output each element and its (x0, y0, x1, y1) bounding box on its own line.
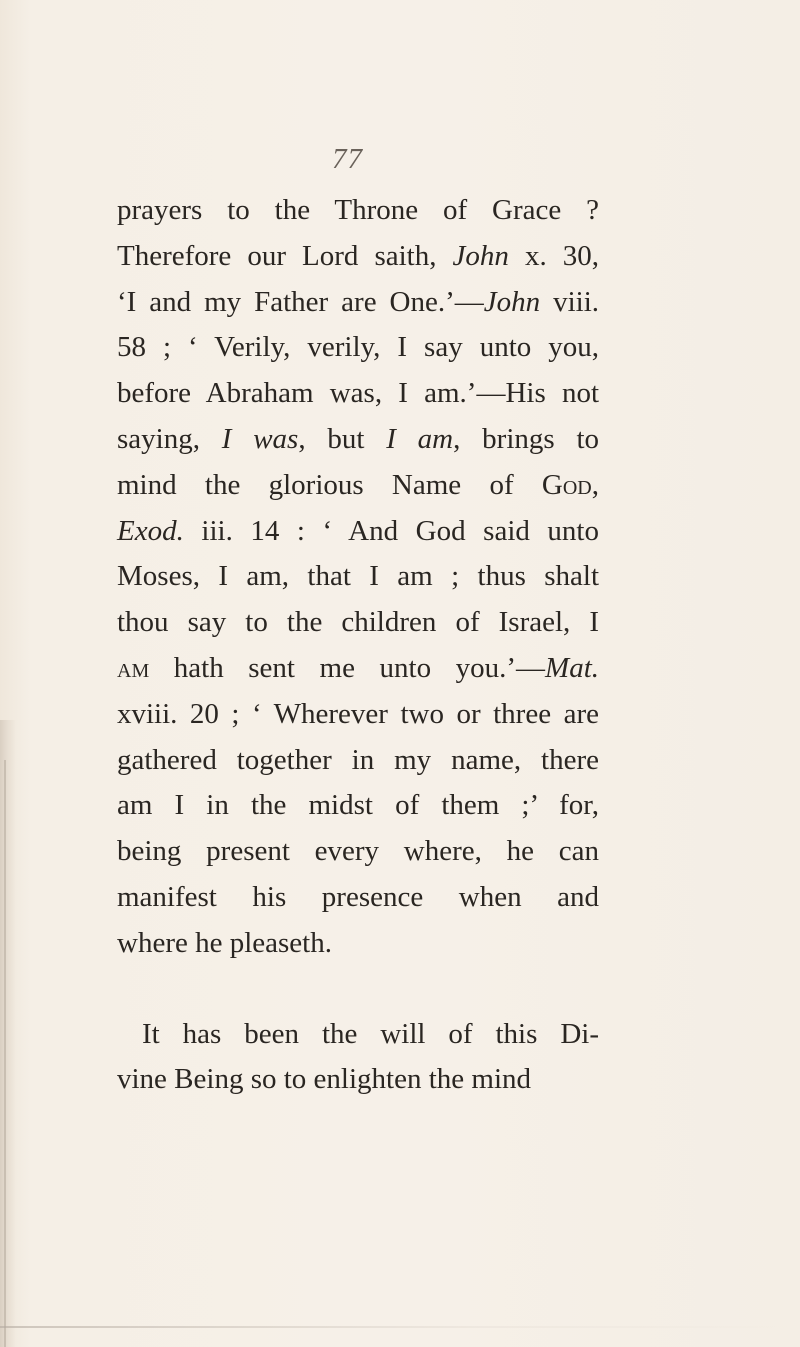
text-line (117, 600, 599, 646)
text-segment: ‘I and my Father are One.’— (117, 285, 484, 318)
text-line (117, 280, 599, 326)
text-segment: x. 30, (508, 239, 599, 272)
text-segment: being present every where, he can (117, 835, 599, 868)
text-segment: Exod. (117, 514, 184, 547)
text-line (117, 234, 599, 280)
text-segment: , (591, 468, 599, 501)
text-segment: vine Being so to enlighten the mind (117, 1063, 532, 1096)
text-line (117, 646, 599, 692)
text-line (117, 371, 599, 417)
paragraph (117, 188, 599, 967)
text-segment: God (541, 468, 592, 501)
text-line (117, 921, 599, 967)
text-segment: John (452, 239, 509, 272)
text-line (117, 875, 599, 921)
body-text (117, 188, 599, 1103)
text-segment: mind the glorious Name of (117, 468, 542, 501)
text-segment: Mat. (545, 651, 599, 684)
text-line (117, 738, 599, 784)
gutter-shadow (0, 720, 16, 1347)
text-segment: where he pleaseth. (117, 926, 332, 959)
text-segment: manifest his presence when and (117, 880, 599, 913)
text-segment: Moses, I am, that I am ; thus shalt (117, 560, 599, 593)
text-segment: gathered together in my name, there (117, 743, 599, 776)
page-number: 77 (332, 143, 363, 175)
text-line (117, 829, 599, 875)
text-line (117, 1012, 599, 1058)
text-line (117, 463, 599, 509)
text-segment: , but (298, 422, 387, 455)
text-line (117, 325, 599, 371)
text-segment: Therefore our Lord saith, (117, 239, 453, 272)
paragraph (117, 1012, 599, 1104)
text-line (117, 417, 599, 463)
text-line (117, 509, 599, 555)
text-segment: am I in the midst of them ;’ for, (117, 789, 599, 822)
paragraph-gap (117, 967, 599, 1012)
text-segment: , brings to (453, 422, 600, 455)
text-line (117, 692, 599, 738)
text-segment: prayers to the Throne of Grace ? (117, 194, 599, 226)
text-segment: I am (386, 422, 454, 455)
text-segment: hath sent me unto you.’— (149, 651, 546, 684)
text-segment: thou say to the children of Israel, I (117, 606, 599, 639)
text-segment: iii. 14 : ‘ And God said unto (183, 514, 599, 547)
text-segment: viii. (540, 285, 600, 318)
text-segment: It has been the will of this Di- (142, 1017, 599, 1050)
text-line (117, 783, 599, 829)
bottom-edge (0, 1326, 800, 1328)
text-segment: 58 ; ‘ Verily, verily, I say unto you, (117, 331, 599, 364)
text-line (117, 188, 599, 234)
text-line (117, 1057, 599, 1103)
text-segment: am (117, 651, 150, 684)
text-segment: saying, (117, 422, 222, 455)
gutter-line (4, 760, 6, 1347)
text-segment: before Abraham was, I am.’—His not (117, 377, 599, 410)
text-line (117, 554, 599, 600)
text-segment: I was (221, 422, 299, 455)
text-segment: xviii. 20 ; ‘ Wherever two or three are (117, 697, 599, 730)
text-segment: John (483, 285, 541, 318)
